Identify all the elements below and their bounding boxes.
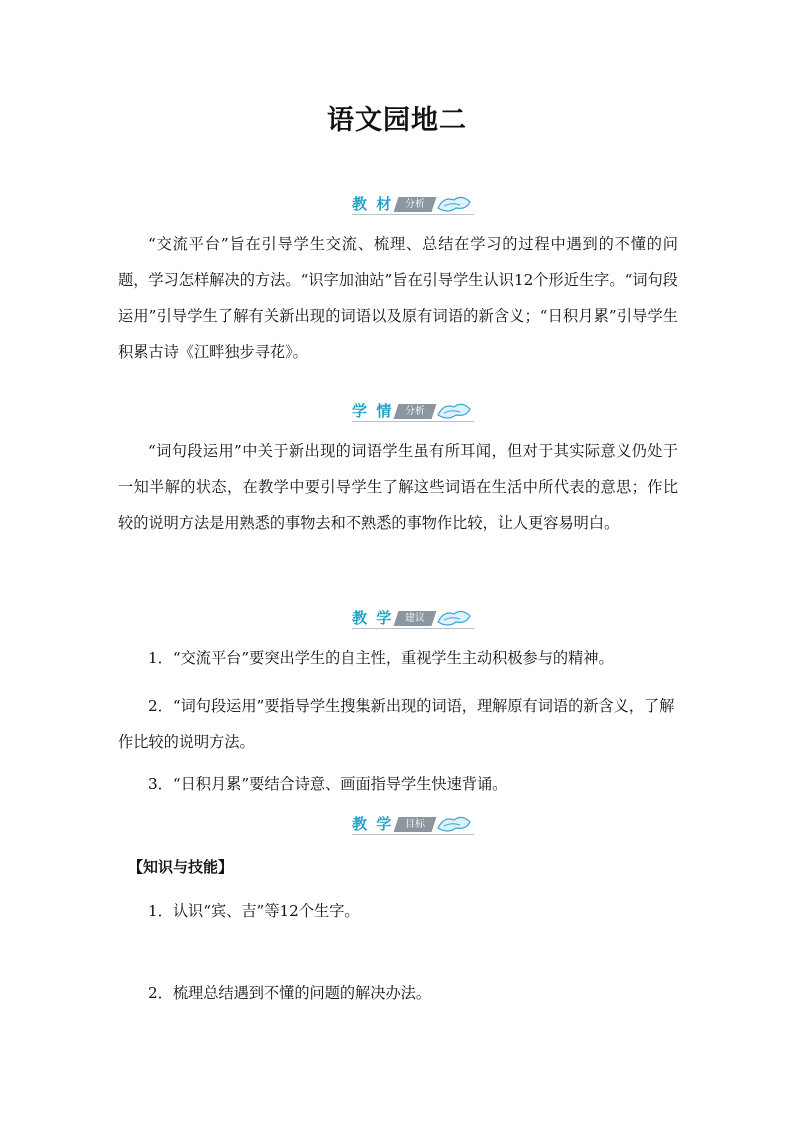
student-analysis-paragraph: “词句段运用”中关于新出现的词语学生虽有所耳闻，但对于其实际意义仍处于一知半解的状态，在教学中要引导学生了解这些词语在生活中所代表的意思；作比较的说明方法是用熟悉的事物去和不熟悉的事物作比较，让人更容易明白。: [118, 442, 678, 532]
badge-underline: [352, 421, 474, 422]
section-badge-textbook-analysis: [352, 192, 478, 218]
section-badge-teaching-suggestions: [352, 606, 478, 632]
badge-underline: [352, 214, 474, 215]
suggestion-item: 3．“日积月累”要结合诗意、画面指导学生快速背诵。: [148, 775, 508, 793]
badge-main-label: 学 情: [352, 402, 394, 420]
objectives-heading: 【知识与技能】: [128, 858, 234, 876]
objective-item: 2．梳理总结遇到不懂的问题的解决办法。: [148, 984, 432, 1002]
book-ornament-icon: [434, 399, 474, 423]
suggestion-item: 1．“交流平台”要突出学生的自主性，重视学生主动积极参与的精神。: [148, 649, 614, 667]
book-ornament-icon: [434, 606, 474, 630]
badge-sub-label: 分析: [394, 404, 437, 419]
section-badge-teaching-objectives: [352, 812, 478, 838]
badge-sub-label: 目标: [394, 817, 437, 832]
badge-main-label: 教 学: [352, 815, 394, 833]
badge-main-label: 教 学: [352, 609, 394, 627]
badge-sub-label: 建议: [394, 611, 437, 626]
book-ornament-icon: [434, 812, 474, 836]
book-ornament-icon: [434, 192, 474, 216]
objective-item: 1．认识“宾、吉”等12个生字。: [148, 902, 360, 920]
section-badge-student-analysis: [352, 399, 478, 425]
badge-sub-label: 分析: [394, 197, 437, 212]
badge-underline: [352, 628, 474, 629]
page-title: 语文园地二: [327, 105, 467, 136]
textbook-analysis-paragraph: “交流平台”旨在引导学生交流、梳理、总结在学习的过程中遇到的不懂的问题，学习怎样解决的方法。“识字加油站”旨在引导学生认识12个形近生字。“词句段运用”引导学生了解有关新出现的词语以及原有词语的新含义；“日积月累”引导学生积累古诗《江畔独步寻花》。: [118, 235, 678, 361]
badge-underline: [352, 834, 474, 835]
badge-main-label: 教 材: [352, 195, 394, 213]
suggestion-item: 2．“词句段运用”要指导学生搜集新出现的词语，理解原有词语的新含义，了解作比较的说明方法。: [118, 697, 675, 751]
